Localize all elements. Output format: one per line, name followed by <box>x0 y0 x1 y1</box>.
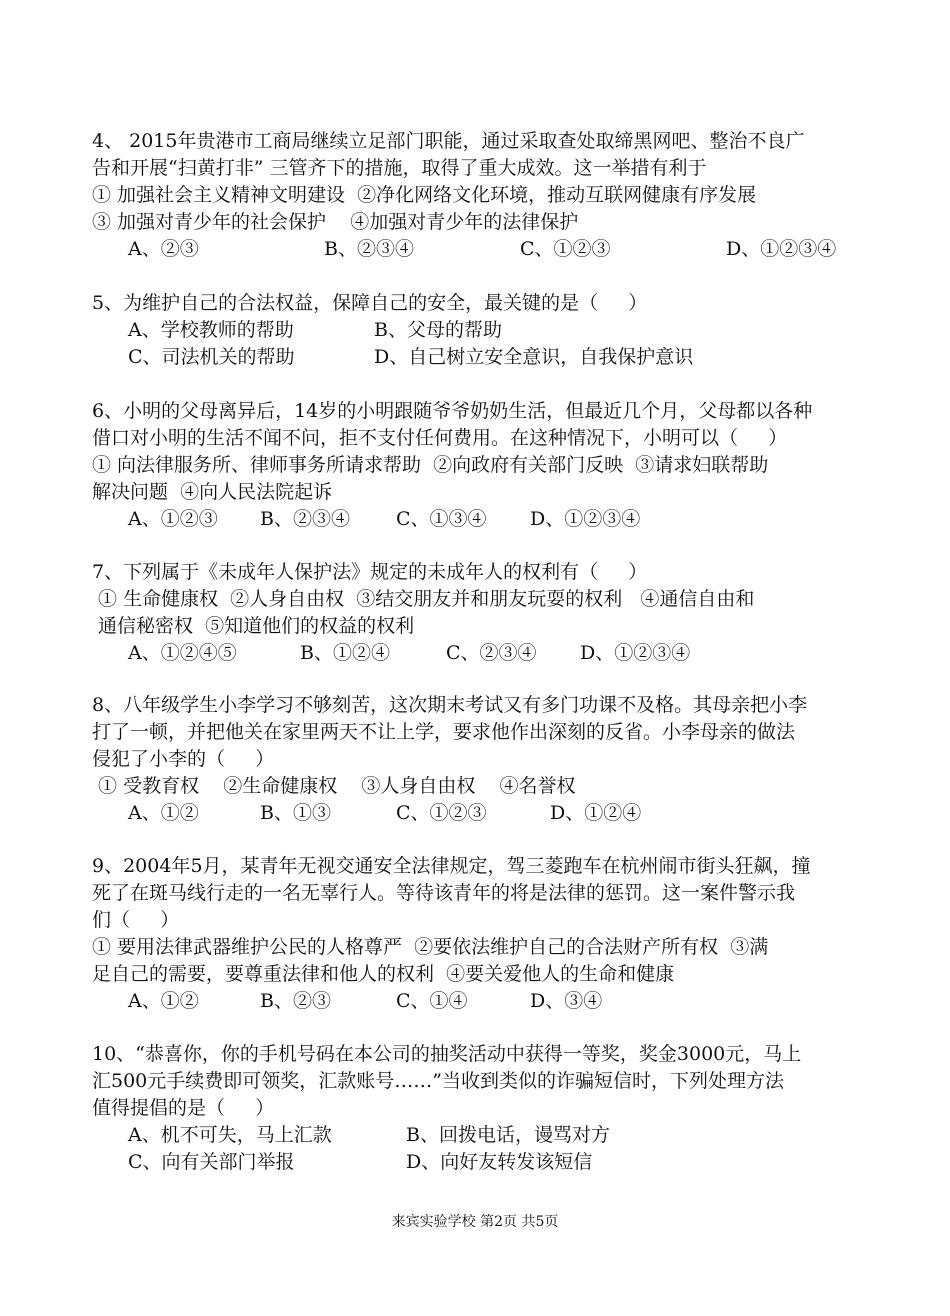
question-line: 10、“恭喜你，你的手机号码在本公司的抽奖活动中获得一等奖，奖金3000元，马上 <box>92 1043 802 1065</box>
option-a: A、①② <box>128 990 199 1012</box>
option-d: D、③④ <box>530 990 603 1012</box>
option-a: A、②③ <box>128 238 199 260</box>
option-a: A、①②③ <box>128 508 218 530</box>
option-d: D、①②③④ <box>580 642 691 664</box>
answer-options <box>92 236 862 263</box>
option-b: B、①②④ <box>300 642 390 664</box>
question-9 <box>92 853 862 1015</box>
answer-options <box>92 317 862 344</box>
option-c: C、司法机关的帮助 <box>128 346 295 368</box>
option-b: B、①③ <box>260 802 331 824</box>
option-c: C、②③④ <box>446 642 537 664</box>
option-b: B、父母的帮助 <box>374 319 502 341</box>
option-d: D、①②③④ <box>726 238 837 260</box>
option-c: C、①④ <box>396 990 468 1012</box>
option-d: D、①②③④ <box>530 508 641 530</box>
question-line: 借口对小明的生活不闻不问，拒不支付任何费用。在这种情况下，小明可以（ ） <box>92 427 788 449</box>
question-line: 足自己的需要，要尊重法律和他人的权利 ④要关爱他人的生命和健康 <box>92 963 675 985</box>
option-b: B、②③④ <box>260 508 350 530</box>
answer-options <box>92 800 862 827</box>
question-line: ① 受教育权 ②生命健康权 ③人身自由权 ④名誉权 <box>92 775 576 797</box>
question-line: 值得提倡的是（ ） <box>92 1097 275 1119</box>
question-line: 侵犯了小李的（ ） <box>92 748 275 770</box>
answer-options <box>92 344 862 371</box>
question-10 <box>92 1041 862 1176</box>
question-line: 汇500元手续费即可领奖，汇款账号……”当收到类似的诈骗短信时，下列处理方法 <box>92 1070 784 1092</box>
question-line: 死了在斑马线行走的一名无辜行人。等待该青年的将是法律的惩罚。这一案件警示我 <box>92 882 796 904</box>
question-5 <box>92 290 862 371</box>
question-line: 5、为维护自己的合法权益，保障自己的安全，最关键的是（ ） <box>92 292 648 314</box>
question-6 <box>92 398 862 533</box>
question-line: ① 生命健康权 ②人身自由权 ③结交朋友并和朋友玩耍的权利 ④通信自由和 <box>92 588 755 610</box>
answer-options <box>92 1122 862 1149</box>
option-c: C、①②③ <box>396 802 487 824</box>
question-line: 8、八年级学生小李学习不够刻苦，这次期末考试又有多门功课不及格。其母亲把小李 <box>92 694 808 716</box>
question-7 <box>92 559 862 667</box>
question-line: ① 要用法律武器维护公民的人格尊严 ②要依法维护自己的合法财产所有权 ③满 <box>92 936 769 958</box>
page-footer: 来宾实验学校 第2页 共5页 <box>391 1214 559 1230</box>
option-b: B、回拨电话，谩骂对方 <box>406 1124 610 1146</box>
question-line: 4、 2015年贵港市工商局继续立足部门职能，通过采取查处取缔黑网吧、整治不良广 <box>92 130 805 152</box>
question-line: 们（ ） <box>92 909 180 931</box>
option-d: D、向好友转发该短信 <box>406 1151 593 1173</box>
answer-options <box>92 506 862 533</box>
question-4 <box>92 128 862 263</box>
answer-options <box>92 988 862 1015</box>
question-line: ① 加强社会主义精神文明建设 ②净化网络文化环境，推动互联网健康有序发展 <box>92 184 757 206</box>
option-d: D、①②④ <box>550 802 642 824</box>
option-b: B、②③④ <box>324 238 414 260</box>
option-a: A、机不可失，马上汇款 <box>128 1124 332 1146</box>
option-a: A、学校教师的帮助 <box>128 319 294 341</box>
question-line: 6、小明的父母离异后，14岁的小明跟随爷爷奶奶生活，但最近几个月，父母都以各种 <box>92 400 813 422</box>
question-line: ③ 加强对青少年的社会保护 ④加强对青少年的法律保护 <box>92 211 579 233</box>
option-a: A、①② <box>128 802 199 824</box>
option-c: C、向有关部门举报 <box>128 1151 295 1173</box>
option-c: C、①③④ <box>396 508 487 530</box>
question-line: ① 向法律服务所、律师事务所请求帮助 ②向政府有关部门反映 ③请求妇联帮助 <box>92 454 769 476</box>
option-d: D、自己树立安全意识，自我保护意识 <box>374 346 694 368</box>
question-line: 解决问题 ④向人民法院起诉 <box>92 481 333 503</box>
answer-options <box>92 1149 862 1176</box>
question-line: 告和开展“扫黄打非” 三管齐下的措施，取得了重大成效。这一举措有利于 <box>92 157 707 179</box>
option-a: A、①②④⑤ <box>128 642 237 664</box>
question-line: 7、下列属于《未成年人保护法》规定的未成年人的权利有（ ） <box>92 561 648 583</box>
question-line: 9、2004年5月，某青年无视交通安全法律规定，驾三菱跑车在杭州闹市街头狂飙，撞 <box>92 855 811 877</box>
question-line: 通信秘密权 ⑤知道他们的权益的权利 <box>92 615 415 637</box>
option-b: B、②③ <box>260 990 331 1012</box>
question-8 <box>92 692 862 827</box>
question-line: 打了一顿，并把他关在家里两天不让上学，要求他作出深刻的反省。小李母亲的做法 <box>92 721 796 743</box>
option-c: C、①②③ <box>520 238 611 260</box>
answer-options <box>92 640 862 667</box>
